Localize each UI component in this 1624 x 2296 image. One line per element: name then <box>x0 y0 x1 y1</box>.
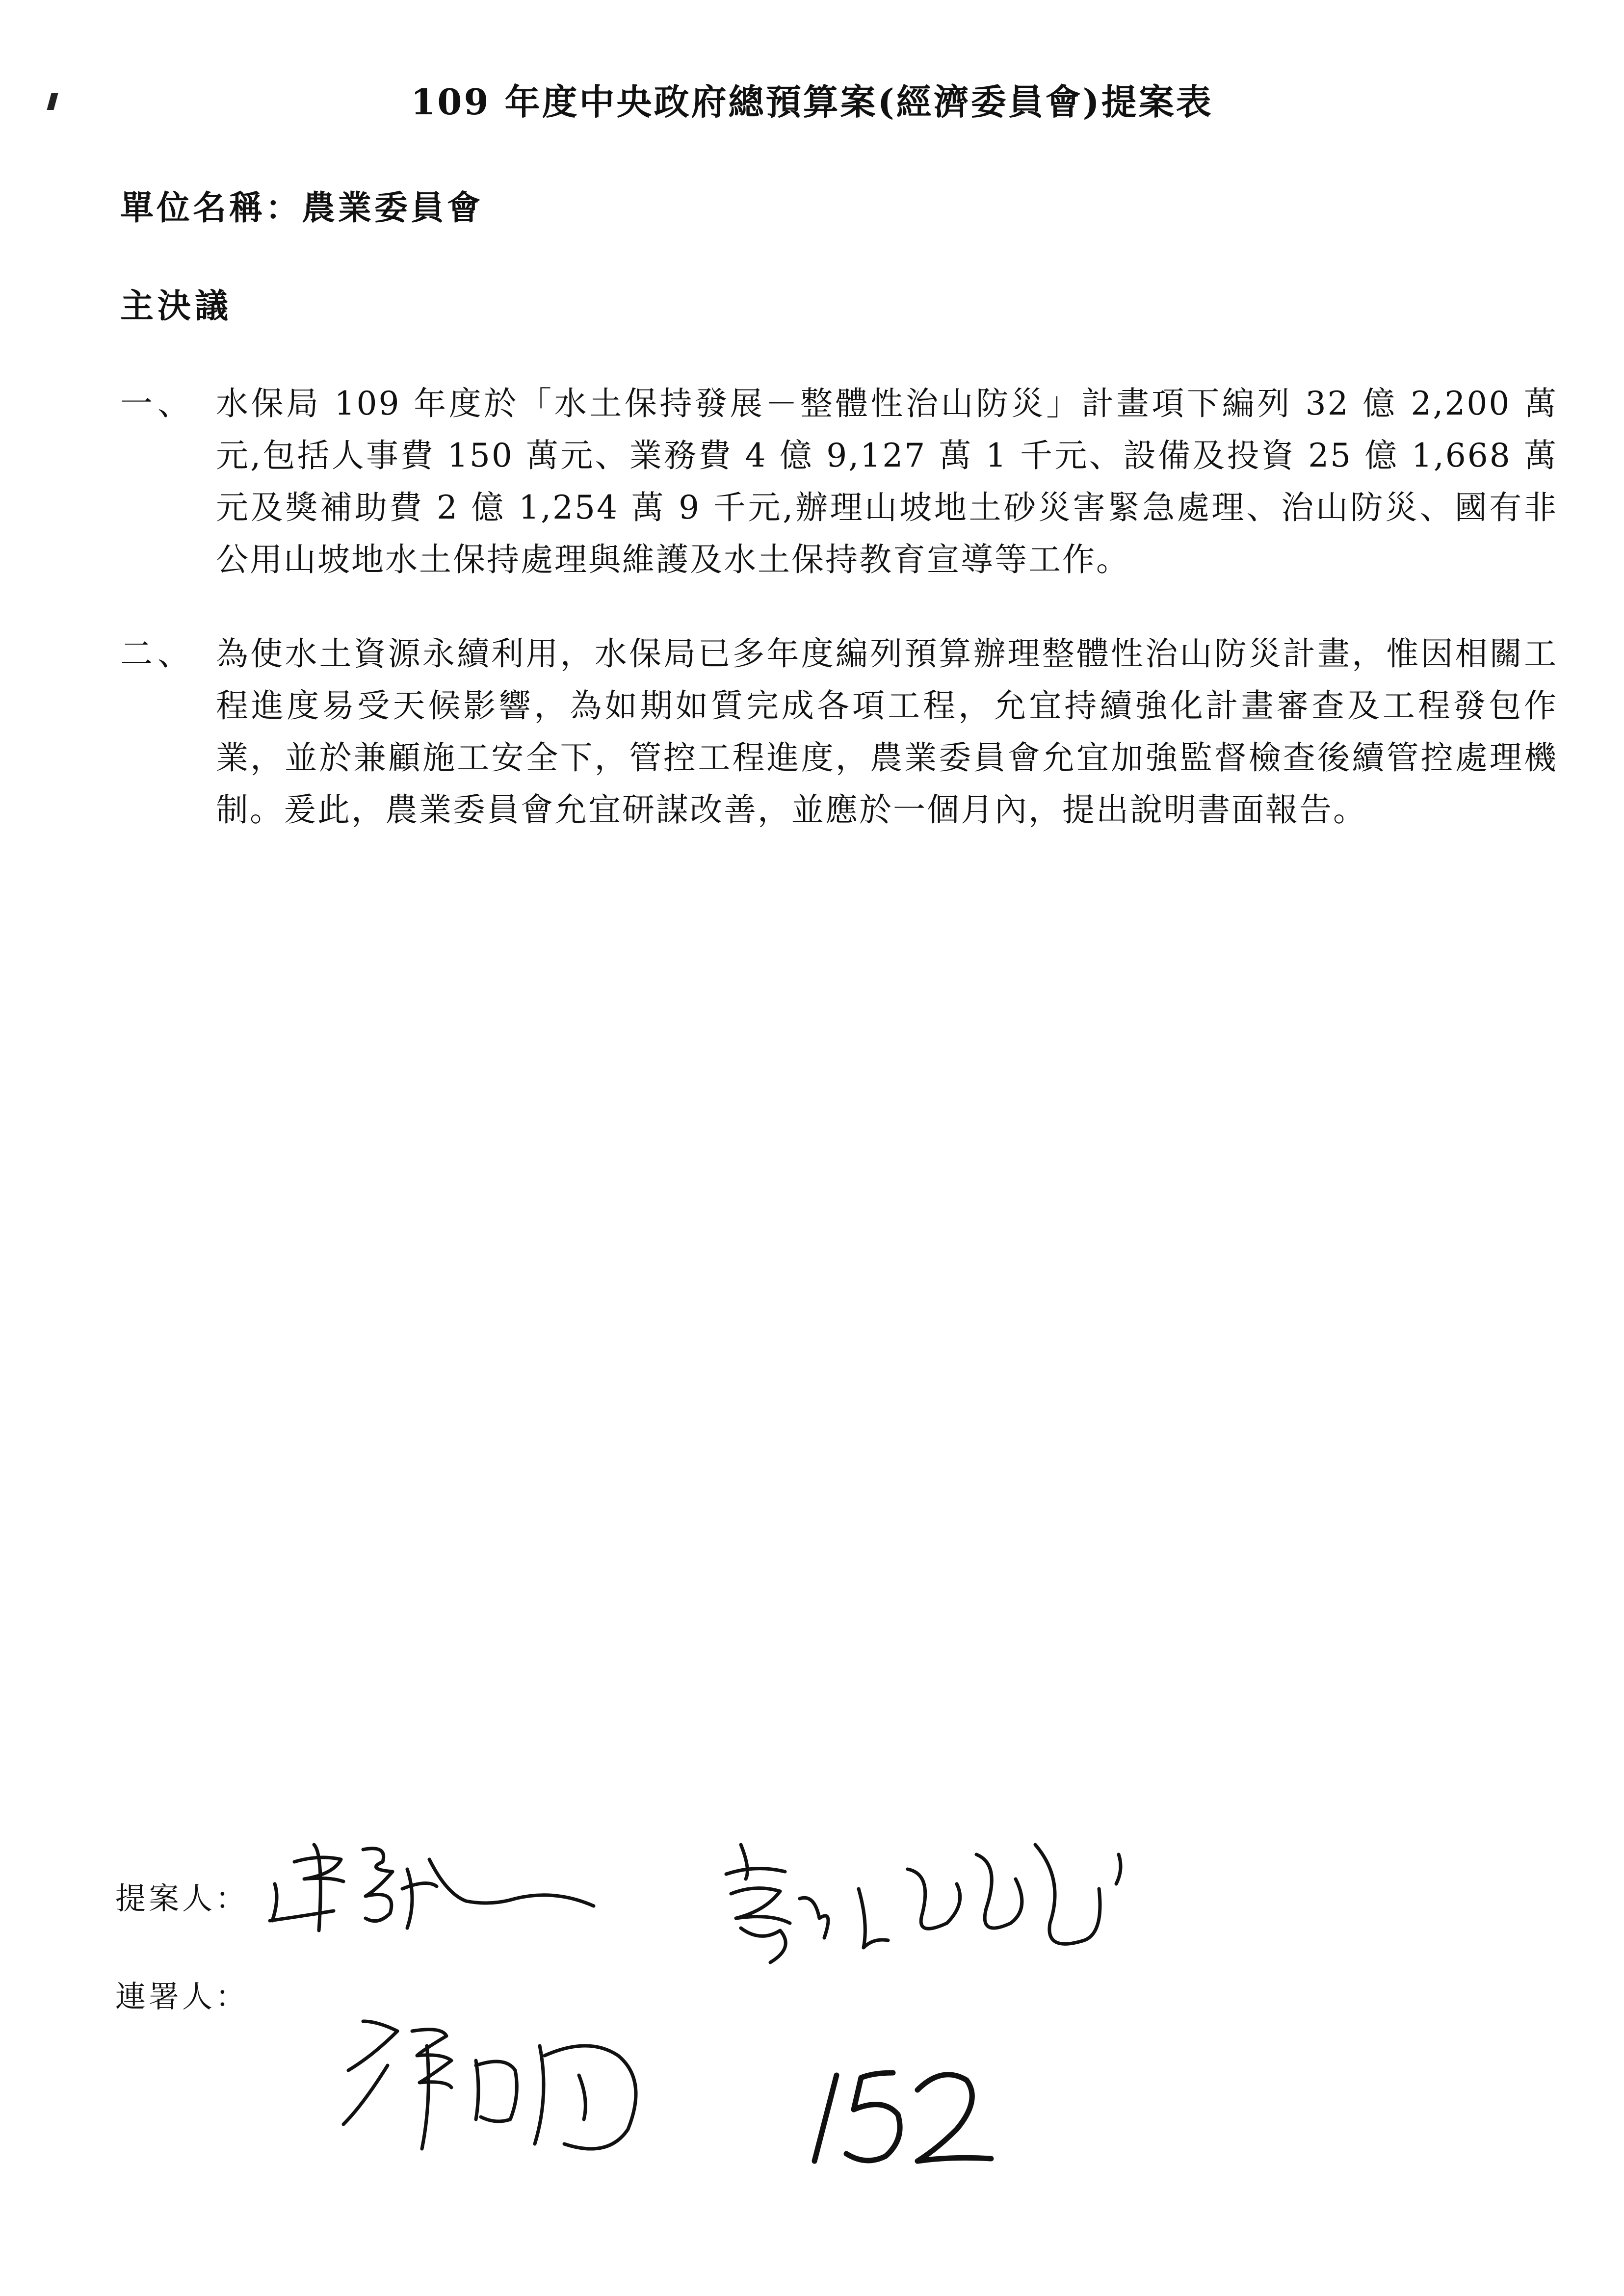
cosigner-label: 連署人： <box>115 1979 249 2014</box>
proposer-label: 提案人： <box>115 1880 249 1916</box>
item-marker: 一、 <box>120 385 195 422</box>
resolution-heading: 主決議 <box>120 287 233 326</box>
item-text: 水保局 109 年度於「水土保持發展－整體性治山防災」計畫項下編列 32 億 2,200 萬元,包括人事費 150 萬元、業務費 4 億 9,127 萬 1 千元、設備及投資 25 億 1,668 萬元及獎補助費 2 億 1,254 萬 9 千元,辦理山坡地土砂災害緊急處理、治山防災、國有非公用山坡地水土保持處理與維護及水土保持教育宣導等工作。 <box>216 385 1558 578</box>
item-text: 為使水土資源永續利用，水保局已多年度編列預算辦理整體性治山防災計畫，惟因相關工程進度易受天候影響，為如期如質完成各項工程，允宜持續強化計畫審查及工程發包作業，並於兼顧施工安全下，管控工程進度，農業委員會允宜加強監督檢查後續管控處理機制。爰此，農業委員會允宜研謀改善，並應於一個月內，提出說明書面報告。 <box>216 635 1558 829</box>
proposer-signature <box>260 1815 603 1943</box>
resolution-item-1 <box>120 378 1558 586</box>
cosigner-signature-2 <box>334 2002 687 2178</box>
document-title: 109 年度中央政府總預算案(經濟委員會)提案表 <box>411 81 1213 123</box>
unit-line <box>120 182 483 229</box>
resolution-item-2 <box>120 628 1558 836</box>
handwritten-number <box>795 2056 1001 2173</box>
cosigner-signature-1 <box>711 1825 1153 1982</box>
unit-value: 農業委員會 <box>302 188 484 228</box>
item-marker: 二、 <box>120 635 195 673</box>
unit-label: 單位名稱： <box>120 188 302 228</box>
